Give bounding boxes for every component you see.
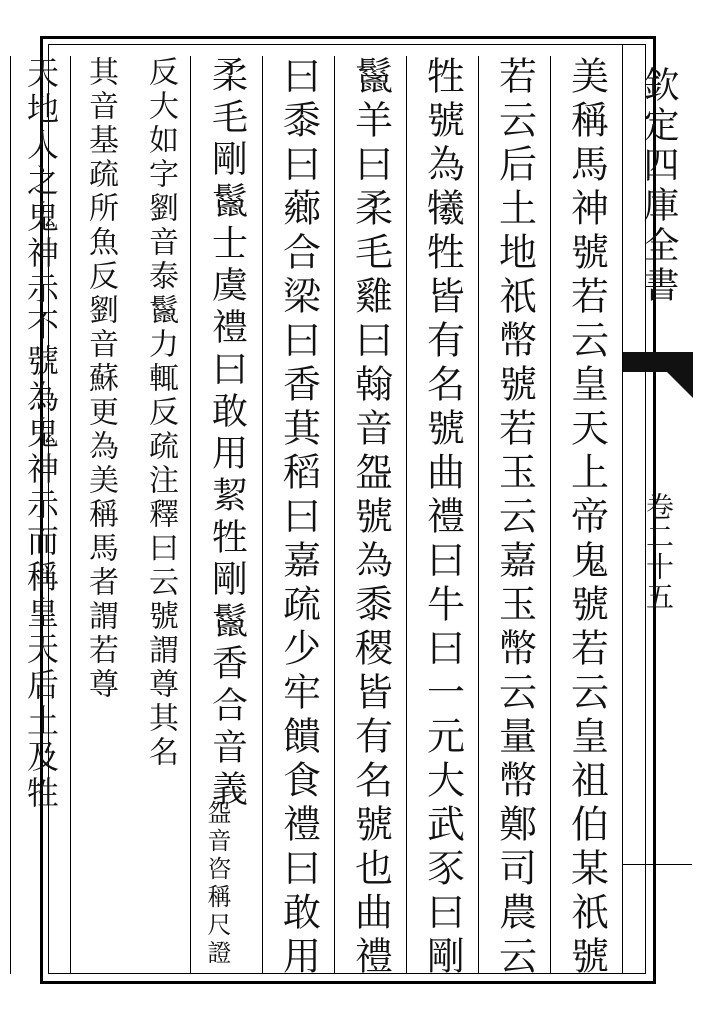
column-text: 若云后土地祇幣號若玉云嘉玉幣云量幣鄭司農云 (492, 56, 537, 980)
column-text: 天地人之鬼神示不號為鬼神示而稱皇天后土及牲 (22, 56, 60, 812)
text-column-2 (478, 56, 550, 980)
annotation-text: 盌音咨稱尺證 (203, 800, 231, 968)
margin-strip (622, 44, 692, 974)
column-text: 柔毛剛鬣士虞禮曰敢用絜牲剛鬣香合音義 (206, 56, 248, 812)
text-column-4 (334, 56, 406, 980)
text-column-6 (190, 56, 262, 974)
annotation-text: 其音基疏所魚反劉音蘇 (83, 56, 118, 396)
book-title: 欽定四庫全書 (638, 66, 679, 306)
annotation-text: 疏注釋曰云號謂尊其名 (143, 430, 178, 770)
page-frame (22, 36, 679, 984)
annotation-text: 反大如字劉音泰鬣力輒反 (143, 56, 178, 430)
column-text: 牲號為犧牲皆有名號曲禮曰牛曰一元大武豕曰剛 (420, 56, 465, 980)
column-text: 美稱馬神號若云皇天上帝鬼號若云皇祖伯某祇號 (564, 56, 609, 980)
margin-rule (622, 864, 692, 865)
column-text: 鬣羊曰柔毛雞曰翰音盌號為黍稷皆有名號也曲禮 (348, 56, 393, 980)
annotation-sub-right (130, 56, 190, 974)
text-column-8 (10, 56, 70, 974)
text-column-1 (550, 56, 622, 980)
fishtail-mark-icon (623, 352, 693, 398)
volume-label: 卷二十五 (642, 492, 675, 612)
annotation-sub-left (70, 56, 130, 974)
column-text: 曰黍曰薌合梁曰香萁稻曰嘉疏少牢饋食禮曰敢用 (276, 56, 321, 980)
annotation-text: 更為美稱馬者謂若尊 (83, 396, 118, 702)
annotation-column (70, 56, 190, 974)
text-column-5 (262, 56, 334, 980)
text-column-3 (406, 56, 478, 980)
